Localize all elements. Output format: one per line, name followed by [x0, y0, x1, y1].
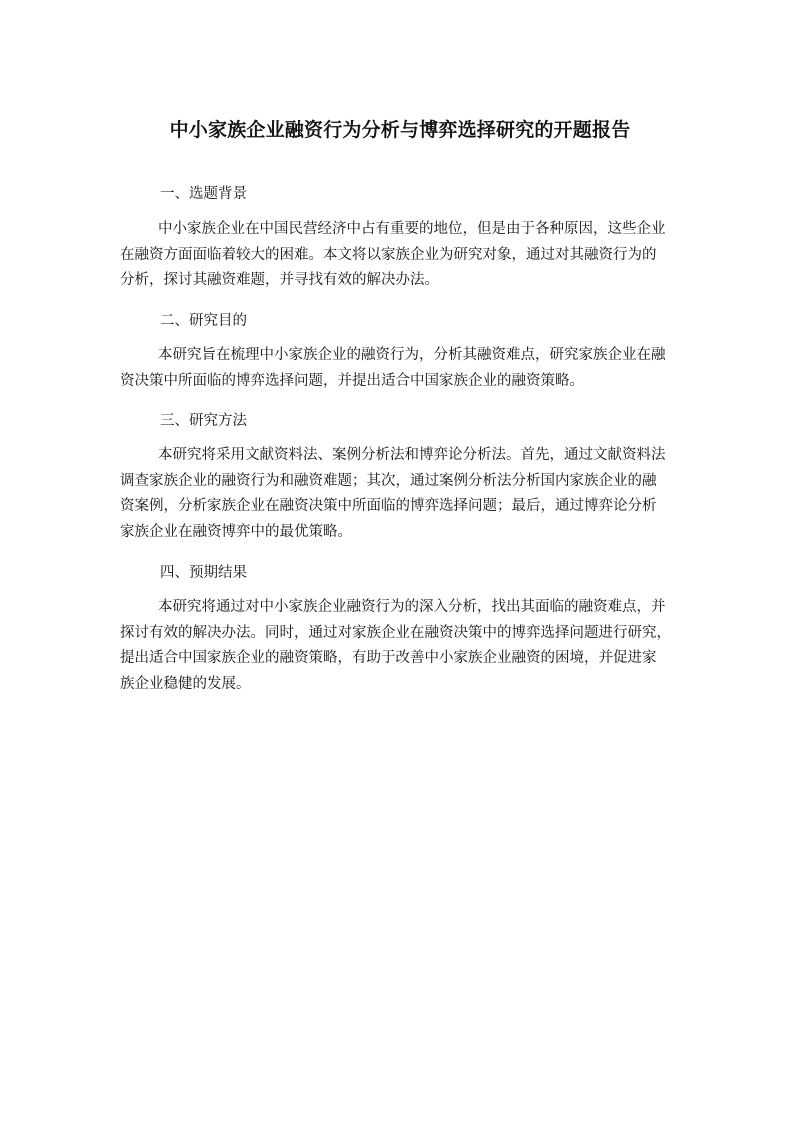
paragraph-line: 分析，探讨其融资难题，并寻找有效的解决办法。: [120, 272, 439, 288]
paragraph-line: 家族企业在融资博弈中的最优策略。: [120, 523, 352, 540]
paragraph-line: 中小家族企业在中国民营经济中占有重要的地位，但是由于各种原因，这些企业: [158, 221, 666, 237]
paragraph-line: 资决策中所面临的博弈选择问题，并提出适合中国家族企业的融资策略。: [120, 372, 584, 389]
paragraph-line: 资案例，分析家族企业在融资决策中所面临的博弈选择问题；最后，通过博弈论分析: [120, 498, 657, 514]
section-paragraph-method: [120, 443, 682, 545]
paragraph-line: 提出适合中国家族企业的融资策略，有助于改善中小家族企业融资的困境，并促进家: [120, 650, 657, 666]
section-paragraph-expected-results: [120, 595, 682, 697]
paragraph-line: 探讨有效的解决办法。同时，通过对家族企业在融资决策中的博弈选择问题进行研究，: [120, 624, 671, 641]
section-heading-expected-results: 四、预期结果: [160, 565, 247, 581]
paragraph-line: 本研究将通过对中小家族企业融资行为的深入分析，找出其面临的融资难点，并: [158, 599, 666, 615]
section-paragraph-background: [120, 217, 682, 294]
paragraph-line: 族企业稳健的发展。: [120, 675, 251, 692]
section-paragraph-purpose: [120, 343, 682, 394]
section-heading-purpose: 二、研究目的: [160, 313, 247, 329]
section-heading-background: 一、选题背景: [160, 186, 247, 202]
paragraph-line: 本研究将采用文献资料法、案例分析法和博弈论分析法。首先，通过文献资料法: [158, 447, 666, 463]
document-title: 中小家族企业融资行为分析与博弈选择研究的开题报告: [169, 119, 631, 141]
section-heading-method: 三、研究方法: [160, 413, 247, 429]
paragraph-line: 在融资方面面临着较大的困难。本文将以家族企业为研究对象，通过对其融资行为的: [120, 246, 657, 263]
paragraph-line: 本研究旨在梳理中小家族企业的融资行为，分析其融资难点，研究家族企业在融: [158, 347, 666, 363]
paragraph-line: 调查家族企业的融资行为和融资难题；其次，通过案例分析法分析国内家族企业的融: [120, 472, 657, 489]
